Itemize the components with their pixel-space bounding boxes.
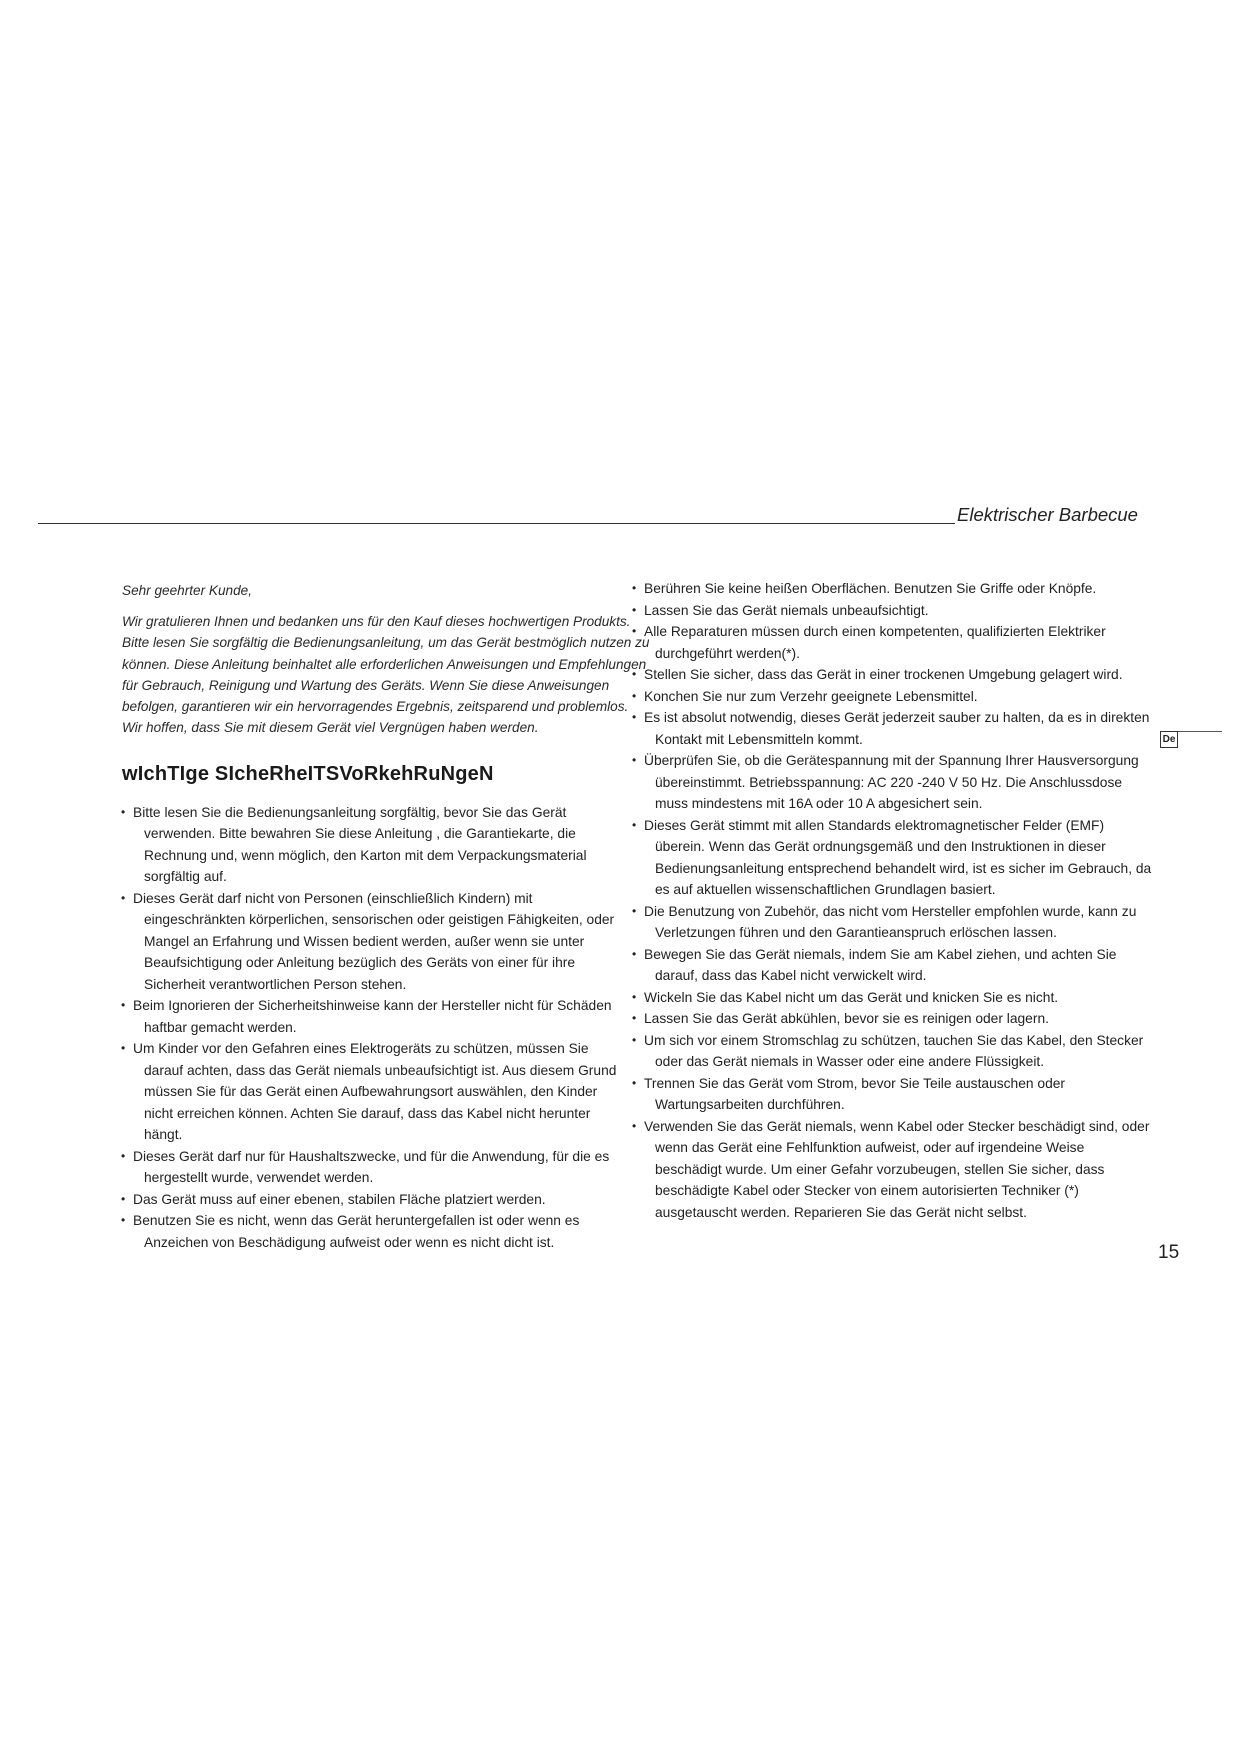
list-item: • Es ist absolut notwendig, dieses Gerät jederzeit sauber zu halten, da es in direkten Kontakt mit Lebensmitteln kommt. [633, 707, 1153, 750]
page-number: 15 [1158, 1242, 1180, 1263]
list-item: • Bewegen Sie das Gerät niemals, indem Sie am Kabel ziehen, und achten Sie darauf, dass das Kabel nicht verwickelt wird. [633, 944, 1153, 987]
safety-list-right [633, 578, 1153, 1223]
list-item: • Berühren Sie keine heißen Oberflächen. Benutzen Sie Griffe oder Knöpfe. [633, 578, 1153, 600]
list-item: • Benutzen Sie es nicht, wenn das Gerät heruntergefallen ist oder wenn es Anzeichen von Beschädigung aufweist oder wenn es nicht dicht ist. [122, 1210, 622, 1253]
list-item: • Um sich vor einem Stromschlag zu schützen, tauchen Sie das Kabel, den Stecker oder das Gerät niemals in Wasser oder eine andere Flüssigkeit. [633, 1030, 1153, 1073]
list-item: • Bitte lesen Sie die Bedienungsanleitung sorgfältig, bevor Sie das Gerät verwenden. Bitte bewahren Sie diese Anleitung , die Garantiekarte, die Rechnung und, wenn möglich, den Karton mit dem Verpackungsmaterial sorgfältig auf. [122, 802, 622, 888]
safety-heading: wIchTIge SIcheRheITSVoRkehRuNgeN [122, 762, 494, 785]
intro-paragraph: Wir gratulieren Ihnen und bedanken uns für den Kauf dieses hochwertigen Produkts. Bitte lesen Sie sorgfältig die Bedienungsanleitung, um das Gerät bestmöglich nutzen zu können. Diese Anleitung beinhaltet alle erforderlichen Anweisungen und Empfehlungen für Gebrauch, Reinigung und Wartung des Geräts. Wenn Sie diese Anweisungen befolgen, garantieren wir ein hervorragendes Ergebnis, zeitsparend und problemlos. Wir hoffen, dass Sie mit diesem Gerät viel Vergnügen haben werden. [122, 614, 650, 736]
list-item: • Beim Ignorieren der Sicherheitshinweise kann der Hersteller nicht für Schäden haftbar gemacht werden. [122, 995, 622, 1038]
list-item: • Alle Reparaturen müssen durch einen kompetenten, qualifizierten Elektriker durchgeführt werden(*). [633, 621, 1153, 664]
list-item: • Konchen Sie nur zum Verzehr geeignete Lebensmittel. [633, 686, 1153, 708]
safety-list-left [122, 802, 622, 1254]
right-column [633, 578, 1153, 1223]
page-header-title: Elektrischer Barbecue [957, 504, 1138, 525]
list-item: • Stellen Sie sicher, dass das Gerät in einer trockenen Umgebung gelagert wird. [633, 664, 1153, 686]
list-item: • Dieses Gerät stimmt mit allen Standards elektromagnetischer Felder (EMF) überein. Wenn das Gerät ordnungsgemäß und den Instruktionen in dieser Bedienungsanleitung entsprechend behandelt wird, ist es sicher im Gebrauch, da es auf aktuellen wissenschaftlichen Grundlagen basiert. [633, 815, 1153, 901]
list-item: • Dieses Gerät darf nicht von Personen (einschließlich Kindern) mit eingeschränkten körperlichen, sensorischen oder geistigen Fähigkeiten, oder Mangel an Erfahrung und Wissen bedient werden, außer wenn sie unter Beaufsichtigung oder Anleitung bezüglich des Geräts von einer für ihre Sicherheit verantwortlichen Person stehen. [122, 888, 622, 996]
list-item: • Dieses Gerät darf nur für Haushaltszwecke, und für die Anwendung, für die es hergestellt wurde, verwendet werden. [122, 1146, 622, 1189]
language-tab-rule [1178, 731, 1222, 732]
list-item: • Wickeln Sie das Kabel nicht um das Gerät und knicken Sie es nicht. [633, 987, 1153, 1009]
language-tab: De [1160, 731, 1178, 748]
list-item: • Trennen Sie das Gerät vom Strom, bevor Sie Teile austauschen oder Wartungsarbeiten durchführen. [633, 1073, 1153, 1116]
list-item: • Lassen Sie das Gerät abkühlen, bevor sie es reinigen oder lagern. [633, 1008, 1153, 1030]
list-item: • Lassen Sie das Gerät niemals unbeaufsichtigt. [633, 600, 1153, 622]
list-item: • Überprüfen Sie, ob die Gerätespannung mit der Spannung Ihrer Hausversorgung übereinstimmt. Betriebsspannung: AC 220 -240 V 50 Hz. Die Anschlussdose muss mindestens mit 16A oder 10 A abgesichert sein. [633, 750, 1153, 815]
list-item: • Das Gerät muss auf einer ebenen, stabilen Fläche platziert werden. [122, 1189, 622, 1211]
list-item: • Verwenden Sie das Gerät niemals, wenn Kabel oder Stecker beschädigt sind, oder wenn das Gerät eine Fehlfunktion aufweist, oder auf irgendeine Weise beschädigt wurde. Um einer Gefahr vorzubeugen, stellen Sie sicher, dass beschädigte Kabel oder Stecker von einem autorisierten Techniker (*) ausgetauscht werden. Reparieren Sie das Gerät nicht selbst. [633, 1116, 1153, 1224]
list-item: • Die Benutzung von Zubehör, das nicht vom Hersteller empfohlen wurde, kann zu Verletzungen führen und den Garantieanspruch erlöschen lassen. [633, 901, 1153, 944]
left-column [122, 580, 652, 1253]
header-rule [38, 523, 955, 524]
greeting: Sehr geehrter Kunde, [122, 583, 252, 598]
list-item: • Um Kinder vor den Gefahren eines Elektrogeräts zu schützen, müssen Sie darauf achten, dass das Gerät niemals unbeaufsichtigt ist. Aus diesem Grund müssen Sie für das Gerät einen Aufbewahrungsort auswählen, den Kinder nicht erreichen können. Achten Sie darauf, dass das Kabel nicht herunter hängt. [122, 1038, 622, 1146]
